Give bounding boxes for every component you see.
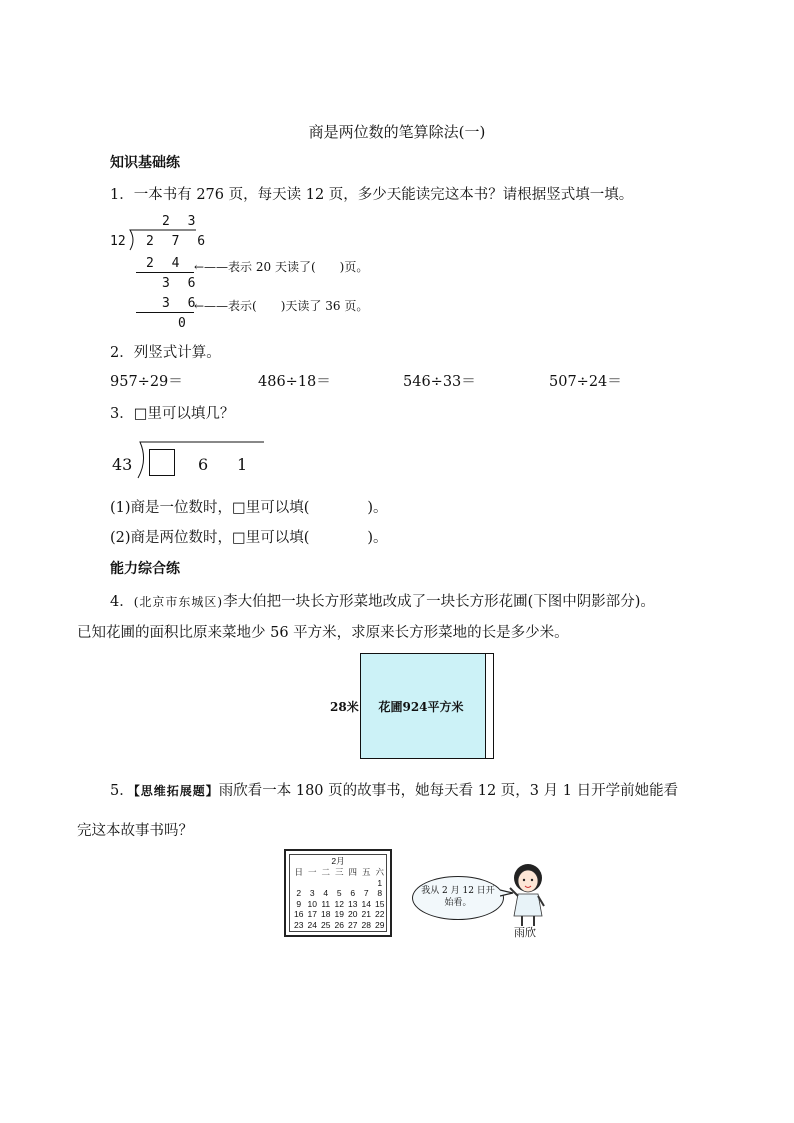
q1-rule-2 (136, 312, 194, 313)
calendar-week-row (292, 878, 387, 889)
q3-digit-1: 1 (237, 455, 248, 474)
q5-number: 5． (110, 783, 134, 799)
question-1-text: 1．一本书有 276 页，每天读 12 页，多少天能读完这本书？请根据竖式填一填。 (110, 187, 634, 203)
calendar-day: 14 (361, 898, 371, 909)
question-5-line-2: 完这本故事书吗？ (77, 823, 193, 839)
calendar-day: 23 (294, 919, 304, 930)
calendar-day: 16 (294, 909, 304, 919)
q5-tag: 【思维拓展题】 (133, 784, 219, 798)
weekday-thu: 四 (348, 867, 357, 877)
q1-divisor: 12 (110, 234, 126, 249)
page-title: 商是两位数的笔算除法(一) (308, 123, 486, 141)
calendar-day: 20 (348, 909, 358, 919)
speech-bubble-text: 我从 2 月 12 日开始看。 (421, 886, 495, 908)
question-3-text: 3．□里可以填几？ (110, 406, 235, 422)
girl-character-icon (506, 862, 550, 928)
q4-width-label: 28米 (330, 700, 359, 714)
calendar-grid (292, 867, 387, 930)
q3-sub-1: (1)商是一位数时，□里可以填( )。 (110, 500, 388, 516)
calendar-day: 2 (296, 888, 302, 898)
calendar-day: 19 (334, 909, 344, 919)
calendar-day: 9 (296, 898, 302, 909)
q1-step1: 2 4 (146, 256, 185, 271)
weekday-fri: 五 (361, 867, 371, 877)
calendar-month: 2月 (331, 856, 345, 866)
calendar-day: 21 (361, 909, 371, 919)
q1-quotient: 2 3 (162, 214, 201, 229)
calendar-day: 1 (377, 877, 383, 888)
calendar-day (360, 878, 374, 889)
february-calendar (284, 849, 392, 937)
calendar-day: 25 (321, 919, 331, 930)
q5-text-1: 雨欣看一本 180 页的故事书，她每天看 12 页，3 月 1 日开学前她能看 (218, 783, 679, 799)
question-5-line-1 (110, 779, 678, 800)
calendar-day: 15 (375, 898, 385, 909)
q3-blank-box[interactable] (149, 449, 175, 476)
calendar-day (319, 878, 333, 889)
weekday-tue: 二 (321, 867, 330, 877)
weekday-sat: 六 (375, 867, 384, 877)
calendar-week-row (292, 920, 387, 931)
calendar-day: 24 (307, 919, 317, 930)
calendar-week-row (292, 888, 387, 899)
q2-item-4: 507÷24＝ (549, 374, 622, 390)
q1-note-1: ←——表示 20 天读了( )页。 (194, 260, 369, 274)
section-heading-basic: 知识基础练 (110, 155, 180, 171)
calendar-day (346, 878, 360, 889)
q3-divisor: 43 (112, 455, 133, 474)
q3-digit-6: 6 (198, 455, 209, 474)
calendar-day: 4 (323, 888, 329, 898)
section-heading-advanced: 能力综合练 (110, 561, 180, 577)
calendar-day: 26 (334, 919, 344, 930)
calendar-weekday-row (292, 867, 387, 878)
calendar-day: 11 (321, 898, 331, 909)
character-name: 雨欣 (514, 926, 536, 939)
calendar-week-row (292, 899, 387, 910)
calendar-day (306, 878, 320, 889)
weekday-mon: 一 (307, 867, 317, 877)
calendar-day (292, 878, 306, 889)
calendar-day: 5 (336, 888, 342, 898)
q3-sub-2: (2)商是两位数时，□里可以填( )。 (110, 530, 388, 546)
q1-step2: 3 6 (162, 276, 201, 291)
calendar-day: 8 (377, 888, 383, 898)
q4-garden-label: 花圃924平方米 (378, 700, 464, 714)
calendar-day: 29 (375, 919, 385, 930)
q4-strip-rect (485, 653, 494, 759)
calendar-week-row (292, 909, 387, 920)
question-4-line-1 (110, 590, 655, 611)
calendar-day: 12 (334, 898, 344, 909)
calendar-day: 13 (348, 898, 358, 909)
question-4-line-2: 已知花圃的面积比原来菜地少 56 平方米，求原来长方形菜地的长是多少米。 (77, 625, 569, 641)
question-2-text: 2．列竖式计算。 (110, 345, 221, 361)
q1-step3: 3 6 (162, 296, 201, 311)
calendar-day: 28 (361, 919, 371, 930)
q1-remainder: 0 (178, 316, 191, 331)
calendar-day: 22 (375, 909, 385, 919)
q4-text-1: 李大伯把一块长方形菜地改成了一块长方形花圃(下图中阴影部分)。 (223, 594, 655, 610)
q2-item-1: 957÷29＝ (110, 374, 183, 390)
calendar-day: 10 (307, 898, 317, 909)
q4-number: 4． (110, 594, 134, 610)
q2-item-2: 486÷18＝ (258, 374, 331, 390)
weekday-sun: 日 (294, 867, 303, 877)
weekday-wed: 三 (334, 867, 344, 877)
q1-note-2: ←——表示( )天读了 36 页。 (194, 299, 369, 313)
calendar-day: 18 (321, 909, 331, 919)
q2-item-3: 546÷33＝ (403, 374, 476, 390)
calendar-day: 7 (363, 888, 369, 898)
q1-dividend: 2 7 6 (146, 234, 211, 249)
calendar-day (333, 878, 347, 889)
calendar-day: 6 (350, 888, 356, 898)
q1-rule-1 (136, 272, 194, 273)
calendar-day: 17 (307, 909, 317, 919)
q4-source: (北京市东城区) (133, 595, 224, 609)
calendar-day: 27 (348, 919, 358, 930)
calendar-day: 3 (309, 888, 315, 898)
